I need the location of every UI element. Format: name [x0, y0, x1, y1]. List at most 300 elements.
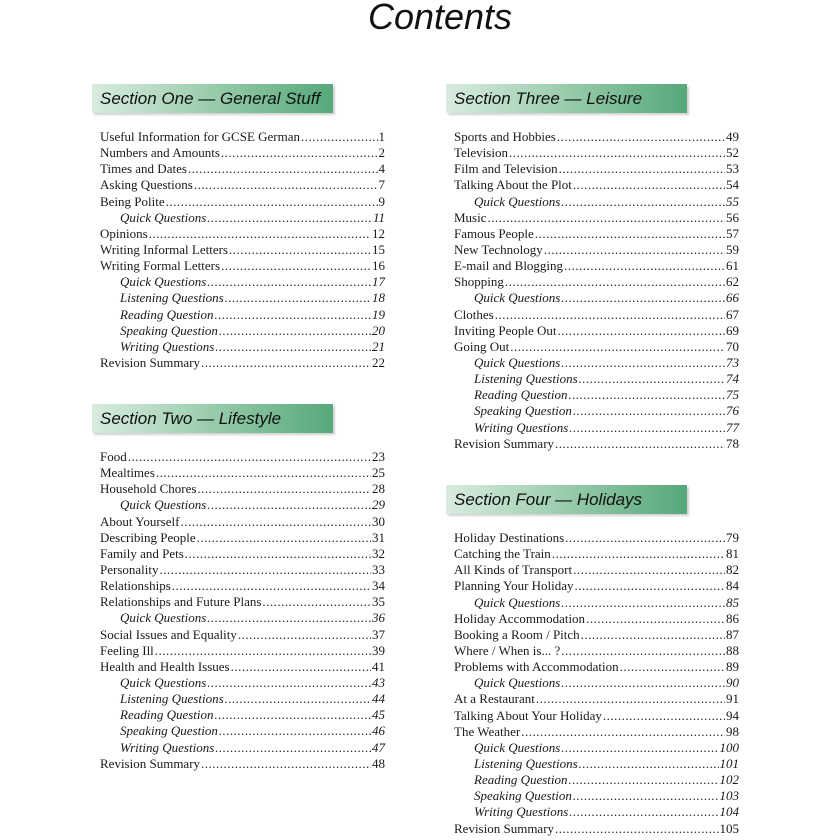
- toc-entry-page: 41: [372, 658, 385, 674]
- toc-entry: [100, 307, 385, 323]
- toc-entry: [454, 274, 739, 290]
- toc-entry-title: Social Issues and Equality: [100, 626, 237, 642]
- toc-entry-page: 90: [726, 675, 739, 691]
- toc-entry-title: Household Chores: [100, 481, 197, 497]
- section-heading: Section One — General Stuff: [92, 84, 333, 113]
- toc-entry-title: Being Polite: [100, 193, 165, 209]
- toc-entry: [100, 594, 385, 610]
- dot-leader: [231, 659, 371, 675]
- dot-leader: [561, 643, 725, 659]
- toc-entry-page: 35: [372, 594, 385, 610]
- section-heading: Section Two — Lifestyle: [92, 404, 333, 433]
- dot-leader: [166, 194, 378, 210]
- toc-entry: [100, 578, 385, 594]
- toc-entry: [454, 611, 739, 627]
- toc-entry-title: Quick Questions: [120, 274, 207, 290]
- toc-entry-page: 33: [372, 561, 385, 577]
- toc-entry: [454, 194, 739, 210]
- toc-entry-page: 28: [372, 481, 385, 497]
- dot-leader: [565, 530, 725, 546]
- toc-entry-page: 104: [719, 804, 739, 820]
- section-one: [92, 84, 385, 404]
- toc-entry-title: Writing Questions: [474, 419, 569, 435]
- dot-leader: [569, 420, 725, 436]
- toc-entry: [100, 194, 385, 210]
- toc-entry: [454, 595, 739, 611]
- dot-leader: [180, 514, 371, 530]
- toc-entry-page: 75: [726, 387, 739, 403]
- toc-entry: [100, 177, 385, 193]
- toc-entry: [454, 675, 739, 691]
- toc-entry: [454, 339, 739, 355]
- dot-leader: [561, 740, 718, 756]
- toc-entry-page: 56: [726, 209, 739, 225]
- toc-entry: [100, 610, 385, 626]
- toc-entry: [100, 481, 385, 497]
- toc-entry-title: Sports and Hobbies: [454, 129, 556, 144]
- toc-entry-page: 22: [372, 354, 385, 370]
- toc-entry-title: Talking About the Plot: [454, 177, 572, 193]
- dot-leader: [561, 290, 725, 306]
- dot-leader: [172, 578, 371, 594]
- toc-entry-title: E-mail and Blogging: [454, 258, 564, 274]
- toc-entry: [100, 145, 385, 161]
- toc-entry-page: 39: [372, 642, 385, 658]
- dot-leader: [579, 756, 719, 772]
- toc-entry-page: 76: [726, 403, 739, 419]
- toc-entry-title: Television: [454, 145, 508, 161]
- toc-entry: [454, 210, 739, 226]
- toc-entry-page: 37: [372, 626, 385, 642]
- toc-entry-title: Quick Questions: [474, 290, 561, 306]
- toc-entry-title: Quick Questions: [120, 209, 207, 225]
- dot-leader: [510, 339, 725, 355]
- toc-entry: [454, 290, 739, 306]
- toc-entry-title: Inviting People Out: [454, 322, 557, 338]
- toc-entry-title: Feeling Ill: [100, 642, 154, 658]
- toc-entry: [454, 161, 739, 177]
- toc-entry-title: Quick Questions: [120, 497, 207, 513]
- toc-entry-page: 20: [372, 322, 385, 338]
- toc-entry: [454, 323, 739, 339]
- toc-entry: [454, 307, 739, 323]
- dot-leader: [219, 323, 371, 339]
- toc-entry: [100, 274, 385, 290]
- dot-leader: [495, 307, 725, 323]
- toc-entry: [454, 530, 739, 546]
- toc-entry-title: Quick Questions: [474, 739, 561, 755]
- dot-leader: [521, 724, 725, 740]
- toc-entry-title: Planning Your Holiday: [454, 578, 574, 594]
- toc-entry-page: 17: [372, 274, 385, 290]
- toc-entry-page: 81: [726, 546, 739, 562]
- toc-entry-title: Revision Summary: [100, 354, 201, 370]
- toc-entry-title: Listening Questions: [120, 290, 224, 306]
- toc-entry-page: 91: [726, 691, 739, 707]
- toc-entry: [454, 740, 739, 756]
- toc-entry: [454, 724, 739, 740]
- toc-entry: [454, 371, 739, 387]
- toc-entry-title: Revision Summary: [454, 435, 555, 451]
- toc-entry-title: New Technology: [454, 241, 543, 257]
- dot-leader: [505, 274, 725, 290]
- dot-leader: [488, 210, 726, 226]
- toc-entry-page: 102: [719, 772, 739, 788]
- toc-entry-page: 103: [719, 788, 739, 804]
- section-heading: Section Three — Leisure: [446, 84, 687, 113]
- toc-entry: [100, 659, 385, 675]
- toc-entry-title: Listening Questions: [474, 755, 578, 771]
- toc-entry: [100, 290, 385, 306]
- dot-leader: [185, 546, 371, 562]
- toc-entry: [454, 659, 739, 675]
- toc-entry-page: 2: [378, 145, 385, 161]
- dot-leader: [197, 530, 371, 546]
- toc-entry-page: 12: [372, 225, 385, 241]
- toc-entry: [454, 242, 739, 258]
- toc-entry: [454, 821, 739, 837]
- toc-entry: [454, 177, 739, 193]
- toc-entry-page: 88: [726, 642, 739, 658]
- dot-leader: [225, 691, 371, 707]
- toc-entry: [100, 756, 385, 772]
- toc-entry-page: 78: [726, 435, 739, 451]
- toc-entry-page: 85: [726, 594, 739, 610]
- toc-entry-title: Relationships and Future Plans: [100, 594, 262, 610]
- toc-entry-page: 66: [726, 290, 739, 306]
- toc-entry-title: Catching the Train: [454, 546, 551, 562]
- toc-entry-page: 61: [726, 258, 739, 274]
- toc-entry: [100, 210, 385, 226]
- toc-entry-page: 82: [726, 562, 739, 578]
- section-heading: Section Four — Holidays: [446, 485, 687, 514]
- dot-leader: [620, 659, 725, 675]
- toc-entry: [100, 465, 385, 481]
- toc-entry-title: Holiday Destinations: [454, 530, 565, 545]
- toc-entry: [100, 497, 385, 513]
- toc-entry-page: 70: [726, 338, 739, 354]
- toc-entry-title: Quick Questions: [120, 674, 207, 690]
- dot-leader: [573, 562, 725, 578]
- toc-entry: [454, 788, 739, 804]
- dot-leader: [221, 258, 371, 274]
- dot-leader: [536, 691, 725, 707]
- toc-entry-page: 67: [726, 306, 739, 322]
- dot-leader: [238, 627, 371, 643]
- dot-leader: [561, 194, 725, 210]
- dot-leader: [579, 371, 725, 387]
- toc-entry-title: Famous People: [454, 225, 534, 241]
- toc-entry-page: 1: [378, 129, 385, 144]
- toc-entry-title: Reading Question: [474, 772, 568, 788]
- toc-entry-page: 57: [726, 225, 739, 241]
- dot-leader: [188, 161, 378, 177]
- toc-entry-page: 53: [726, 161, 739, 177]
- toc-entry-title: Opinions: [100, 225, 148, 241]
- toc-entry: [100, 723, 385, 739]
- section-four: [446, 485, 739, 837]
- toc-entry-title: Numbers and Amounts: [100, 145, 220, 161]
- toc-entry-page: 29: [372, 497, 385, 513]
- dot-leader: [569, 387, 725, 403]
- toc-entry-title: Shopping: [454, 274, 504, 290]
- dot-leader: [573, 403, 725, 419]
- dot-leader: [603, 708, 725, 724]
- dot-leader: [197, 481, 371, 497]
- dot-leader: [207, 274, 371, 290]
- toc-entry-title: At a Restaurant: [454, 691, 535, 707]
- toc-entry-page: 34: [372, 578, 385, 594]
- toc-entry-page: 69: [726, 322, 739, 338]
- dot-leader: [301, 129, 377, 145]
- toc-entry-title: Writing Questions: [120, 338, 215, 354]
- dot-leader: [561, 355, 725, 371]
- toc-entry: [100, 643, 385, 659]
- toc-entry: [100, 226, 385, 242]
- toc-entry: [454, 627, 739, 643]
- toc-entry-title: Writing Questions: [474, 804, 569, 820]
- toc-entry-page: 46: [372, 723, 385, 739]
- dot-leader: [156, 465, 371, 481]
- toc-entry-title: Times and Dates: [100, 161, 187, 177]
- toc-entry-title: Mealtimes: [100, 465, 155, 481]
- dot-leader: [558, 323, 725, 339]
- toc-entry-title: Quick Questions: [474, 675, 561, 691]
- toc-entry-page: 48: [372, 755, 385, 771]
- toc-entry-title: Speaking Question: [120, 322, 218, 338]
- dot-leader: [207, 675, 371, 691]
- toc-entry-title: Writing Formal Letters: [100, 258, 221, 274]
- toc-entry: [454, 562, 739, 578]
- dot-leader: [555, 821, 718, 837]
- toc-entry-page: 7: [378, 177, 385, 193]
- dot-leader: [229, 242, 371, 258]
- toc-entry: [454, 403, 739, 419]
- toc-entry-page: 44: [372, 691, 385, 707]
- toc-entry-page: 79: [726, 530, 739, 545]
- toc-entry-page: 87: [726, 626, 739, 642]
- toc-entry-page: 43: [372, 674, 385, 690]
- toc-entry: [100, 161, 385, 177]
- page-title: Contents: [367, 0, 513, 37]
- toc-entry: [100, 129, 385, 145]
- toc-entry: [100, 546, 385, 562]
- toc-entry-title: Speaking Question: [474, 403, 572, 419]
- toc-entry-title: Music: [454, 209, 487, 225]
- toc-entry-page: 105: [719, 820, 739, 836]
- toc-entry-title: Health and Health Issues: [100, 658, 230, 674]
- dot-leader: [569, 804, 718, 820]
- toc-entry-page: 62: [726, 274, 739, 290]
- toc-entry-title: Family and Pets: [100, 545, 184, 561]
- toc-entry-page: 18: [372, 290, 385, 306]
- toc-entry: [100, 258, 385, 274]
- dot-leader: [575, 578, 725, 594]
- dot-leader: [207, 610, 371, 626]
- toc-list: [92, 129, 385, 371]
- toc-entry-title: Quick Questions: [120, 610, 207, 626]
- toc-entry: [100, 355, 385, 371]
- left-column: [92, 84, 385, 772]
- toc-entry-page: 19: [372, 306, 385, 322]
- toc-entry: [454, 420, 739, 436]
- toc-entry-title: Useful Information for GCSE German: [100, 129, 301, 144]
- toc-entry: [100, 562, 385, 578]
- toc-entry: [454, 804, 739, 820]
- toc-entry-page: 9: [378, 193, 385, 209]
- dot-leader: [221, 145, 378, 161]
- toc-entry-title: Quick Questions: [474, 594, 561, 610]
- dot-leader: [564, 258, 725, 274]
- toc-entry: [100, 449, 385, 465]
- toc-entry-title: Holiday Accommodation: [454, 610, 586, 626]
- toc-entry-title: Speaking Question: [120, 723, 218, 739]
- toc-entry-title: Talking About Your Holiday: [454, 707, 602, 723]
- dot-leader: [160, 562, 372, 578]
- toc-list: [446, 530, 739, 837]
- toc-entry-title: Reading Question: [120, 306, 214, 322]
- toc-entry-title: Asking Questions: [100, 177, 193, 193]
- toc-entry-page: 45: [372, 707, 385, 723]
- toc-entry: [100, 691, 385, 707]
- dot-leader: [194, 177, 378, 193]
- toc-entry-page: 31: [372, 529, 385, 545]
- toc-entry-title: Clothes: [454, 306, 494, 322]
- toc-entry: [454, 145, 739, 161]
- toc-entry: [100, 514, 385, 530]
- toc-entry-page: 77: [726, 419, 739, 435]
- toc-entry-title: All Kinds of Transport: [454, 562, 573, 578]
- toc-entry-page: 94: [726, 707, 739, 723]
- dot-leader: [573, 788, 719, 804]
- toc-entry-title: Writing Questions: [120, 739, 215, 755]
- toc-entry: [454, 436, 739, 452]
- toc-entry-page: 54: [726, 177, 739, 193]
- toc-entry-page: 84: [726, 578, 739, 594]
- toc-entry: [454, 772, 739, 788]
- toc-entry-title: About Yourself: [100, 513, 180, 529]
- toc-entry: [454, 691, 739, 707]
- toc-entry-title: Listening Questions: [120, 691, 224, 707]
- dot-leader: [207, 497, 371, 513]
- dot-leader: [128, 449, 371, 465]
- dot-leader: [561, 595, 725, 611]
- dot-leader: [149, 226, 371, 242]
- toc-entry-page: 36: [372, 610, 385, 626]
- toc-entry-title: Listening Questions: [474, 371, 578, 387]
- section-two: [92, 404, 385, 772]
- dot-leader: [201, 756, 371, 772]
- dot-leader: [262, 594, 371, 610]
- dot-leader: [215, 707, 371, 723]
- toc-entry-page: 21: [372, 338, 385, 354]
- right-column: [446, 84, 739, 837]
- dot-leader: [559, 161, 725, 177]
- toc-entry-page: 30: [372, 513, 385, 529]
- dot-leader: [219, 723, 371, 739]
- dot-leader: [225, 290, 371, 306]
- toc-entry-page: 15: [372, 241, 385, 257]
- toc-entry-title: Where / When is... ?: [454, 642, 561, 658]
- toc-entry: [100, 627, 385, 643]
- section-three: [446, 84, 739, 485]
- dot-leader: [155, 643, 371, 659]
- dot-leader: [569, 772, 719, 788]
- toc-entry-page: 100: [719, 739, 739, 755]
- toc-entry: [100, 530, 385, 546]
- dot-leader: [201, 355, 371, 371]
- toc-entry-page: 52: [726, 145, 739, 161]
- dot-leader: [552, 546, 725, 562]
- dot-leader: [557, 129, 725, 145]
- toc-entry-page: 11: [372, 209, 385, 225]
- toc-entry: [100, 242, 385, 258]
- toc-entry-page: 74: [726, 371, 739, 387]
- toc-entry-title: Describing People: [100, 529, 196, 545]
- dot-leader: [215, 339, 371, 355]
- toc-entry-page: 4: [378, 161, 385, 177]
- dot-leader: [581, 627, 725, 643]
- toc-entry-page: 47: [372, 739, 385, 755]
- toc-entry-title: Quick Questions: [474, 354, 561, 370]
- toc-entry: [454, 578, 739, 594]
- toc-entry-title: Food: [100, 449, 127, 464]
- dot-leader: [573, 177, 725, 193]
- toc-entry-page: 23: [372, 449, 385, 464]
- dot-leader: [586, 611, 725, 627]
- toc-entry: [454, 387, 739, 403]
- toc-entry-title: Revision Summary: [454, 820, 555, 836]
- toc-entry: [100, 323, 385, 339]
- toc-entry-page: 101: [719, 755, 739, 771]
- toc-entry: [454, 546, 739, 562]
- dot-leader: [561, 675, 725, 691]
- toc-entry-page: 25: [372, 465, 385, 481]
- toc-entry: [100, 675, 385, 691]
- toc-entry-page: 73: [726, 354, 739, 370]
- dot-leader: [509, 145, 725, 161]
- toc-entry: [454, 129, 739, 145]
- toc-entry-page: 89: [726, 659, 739, 675]
- toc-entry-title: Problems with Accommodation: [454, 659, 619, 675]
- toc-entry-title: Reading Question: [120, 707, 214, 723]
- toc-list: [92, 449, 385, 772]
- toc-entry: [100, 707, 385, 723]
- toc-entry-page: 16: [372, 258, 385, 274]
- dot-leader: [544, 242, 725, 258]
- toc-entry-title: Reading Question: [474, 387, 568, 403]
- toc-entry-title: Speaking Question: [474, 788, 572, 804]
- toc-entry-page: 49: [726, 129, 739, 144]
- dot-leader: [555, 436, 725, 452]
- toc-entry-title: Writing Informal Letters: [100, 241, 228, 257]
- toc-entry-title: Relationships: [100, 578, 171, 594]
- dot-leader: [215, 740, 371, 756]
- toc-entry-page: 86: [726, 610, 739, 626]
- toc-list: [446, 129, 739, 452]
- toc-entry: [100, 740, 385, 756]
- toc-entry: [100, 339, 385, 355]
- toc-entry-title: The Weather: [454, 723, 521, 739]
- toc-entry: [454, 355, 739, 371]
- toc-entry: [454, 756, 739, 772]
- dot-leader: [535, 226, 725, 242]
- toc-entry-title: Quick Questions: [474, 193, 561, 209]
- toc-entry-page: 59: [726, 241, 739, 257]
- toc-entry-title: Booking a Room / Pitch: [454, 626, 580, 642]
- toc-entry: [454, 708, 739, 724]
- toc-entry: [454, 258, 739, 274]
